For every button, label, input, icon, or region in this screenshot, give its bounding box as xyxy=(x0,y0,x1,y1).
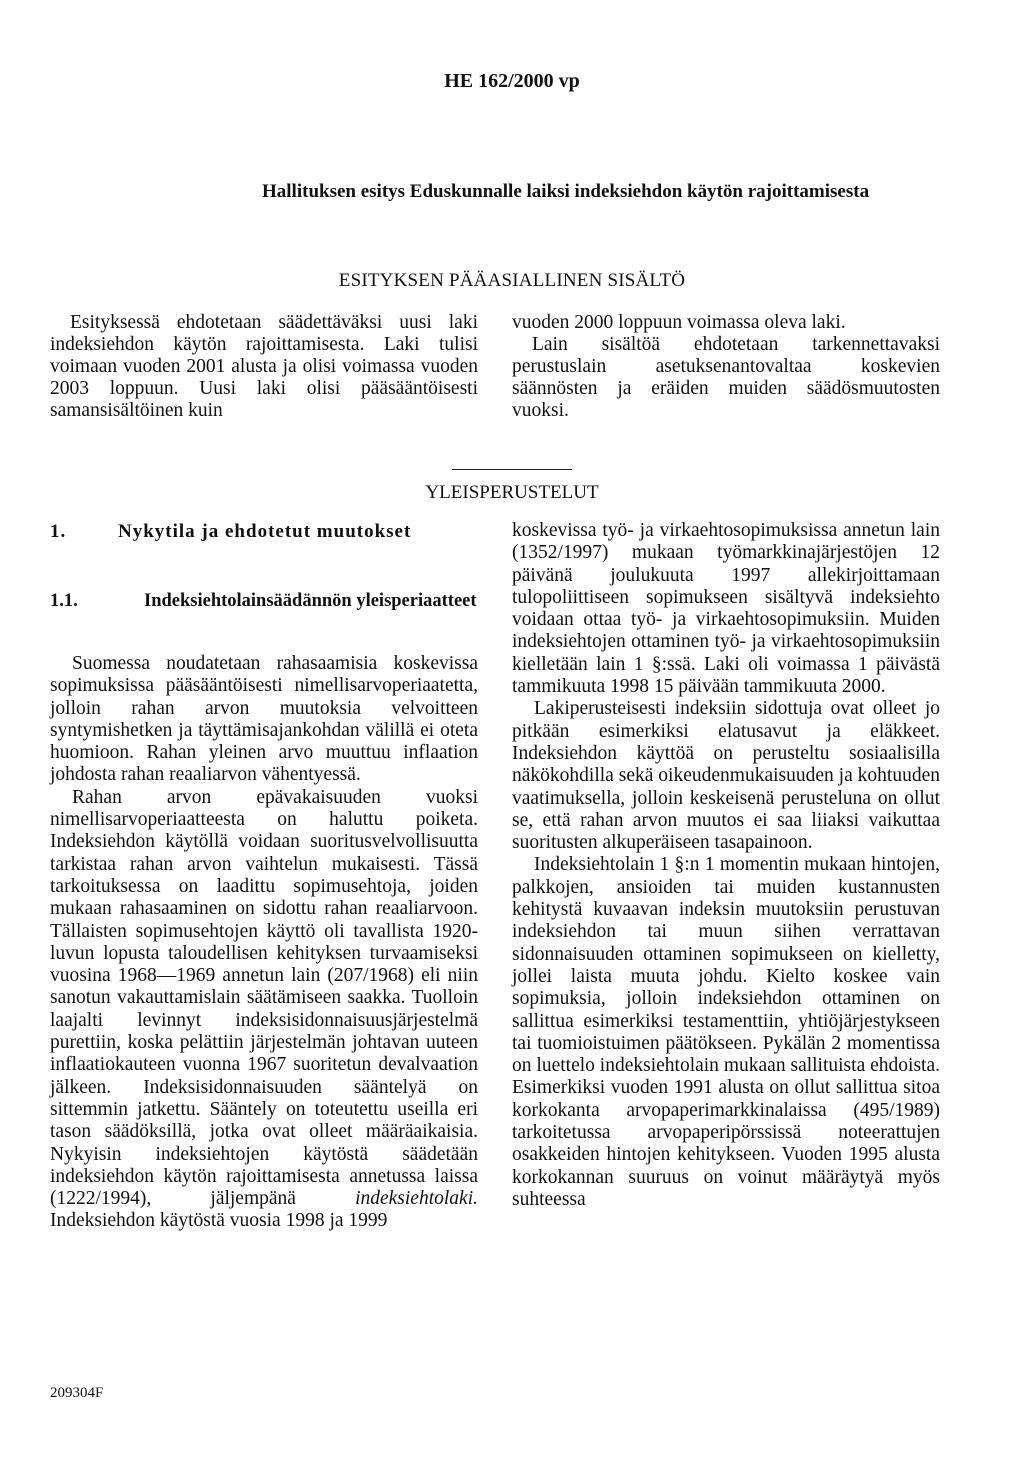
right-paragraph-3: Indeksiehtolain 1 §:n 1 momentin mukaan hintojen, palkkojen, ansioiden tai muiden kustannusten kehitystä kuvaavan indeksin muutoksiin perustuvan indeksiehdon tai muun siihen verrattavan sidonnaisuuden ottaminen sopimukseen on kielletty, jollei laista muuta johdu. Kielto koskee vain sopimuksia, jolloin indeksiehdon ottaminen on sallittua esimerkiksi testamenttiin, yhtiöjärjestykseen tai tuomioistuimen päätökseen. Pykälän 2 momentissa on luettelo indeksiehtolain mukaan sallituista ehdoista. Esimerkiksi vuoden 1991 alusta on ollut sallittua sitoa korkokanta arvopaperimarkkinalaissa (495/1989) tarkoitetussa arvopaperipörssissä noteerattujen osakkeiden hintojen kehitykseen. Vuoden 1995 alusta korkokannan suuruus on voinut määräytyä myös suhteessa xyxy=(512,854,940,1210)
right-paragraph-2: Lakiperusteisesti indeksiin sidottuja ovat olleet jo pitkään esimerkiksi elatusavut ja eläkkeet. Indeksiehdon käyttöä on perusteltu sosiaalisilla näkökohdilla sekä oikeudenmukaisuuden ja kohtuuden vaatimuksella, jolloin keskeisenä perusteluna on ollut se, että rahan arvon muutos ei saa liiaksi vaikuttaa suoritusten alkuperäiseen tasapainoon. xyxy=(512,698,940,854)
section-1-1-title: Indeksiehtolainsäädännön yleisperiaatteet xyxy=(144,591,477,611)
summary-heading: ESITYKSEN PÄÄASIALLINEN SISÄLTÖ xyxy=(338,270,686,291)
left-paragraph-2-text: Rahan arvon epävakaisuuden vuoksi nimellisarvoperiaatteesta on haluttu poiketa. Indeksiehdon käytöllä voidaan suoritusvelvollisuutta tarkistaa rahan arvon vaihtelun mukaisesti. Tässä tarkoituksessa on laadittu sopimusehtoja, joiden mukaan rahasaaminen on sidottu rahan reaaliarvoon. Tällaisten sopimusehtojen käyttö oli tavallista 1920-luvun lopusta taloudellisen kehityksen turvaamiseksi vuosina 1968—1969 annetun lain (207/1968) eli niin sanotun vakauttamislain säätämiseen saakka. Tuolloin laajalti levinnyt indeksisidonnaisuusjärjestelmä purettiin, koska pelättiin järjestelmän johtavan uuteen inflaatiokauteen vuonna 1967 suoritetun devalvaation jälkeen. Indeksisidonnaisuuden sääntelyä on sittemmin jatkettu. Sääntely on toteutettu useilla eri tason säädöksillä, jotka ovat olleet määräaikaisia. Nykyisin indeksiehtojen käytöstä säädetään indeksiehdon käytön rajoittamisesta annetussa laissa (1222/1994), jäljempänä xyxy=(50,786,478,1210)
summary-right-continuation: vuoden 2000 loppuun voimassa oleva laki. xyxy=(512,312,846,333)
footer-code: 209304F xyxy=(50,1385,104,1401)
body-left-column xyxy=(50,653,478,1233)
right-paragraph-1: koskevissa työ- ja virkaehtosopimuksissa annetun lain (1352/1997) mukaan työmarkkinajärjestöjen 12 päivänä joulukuuta 1997 allekirjoittamaan tulopoliittiseen sopimukseen sisältyvä indeksiehto voidaan ottaa työ- ja virkaehtosopimuksiin. Muiden indeksiehtojen ottaminen työ- ja virkaehtosopimuksiin kielletään lain 1 §:ssä. Laki oli voimassa 1 päivästä tammikuuta 1998 15 päivään tammikuuta 2000. xyxy=(512,520,940,698)
summary-right-column xyxy=(512,312,940,422)
section-divider xyxy=(452,469,572,470)
left-paragraph-2 xyxy=(50,787,478,1233)
left-paragraph-1: Suomessa noudatetaan rahasaamisia koskevissa sopimuksissa pääsääntöisesti nimellisarvoperiaatetta, jolloin rahan arvon muutoksia velvoitteen syntymishetken ja täyttämisajankohdan välillä ei oteta huomioon. Rahan yleinen arvo muuttuu inflaation johdosta rahan reaaliarvon vähentyessä. xyxy=(50,653,478,786)
summary-left-column xyxy=(50,312,478,422)
document-id: HE 162/2000 vp xyxy=(444,70,580,92)
section-1-number: 1. xyxy=(50,521,67,542)
section-1-1-number: 1.1. xyxy=(50,591,78,611)
summary-right-paragraph: Lain sisältöä ehdotetaan tarkennettavaksi perustuslain asetuksenantovaltaa koskevien säännösten ja eräiden muiden säädösmuutosten vuoksi. xyxy=(512,334,940,421)
section-heading: YLEISPERUSTELUT xyxy=(425,482,599,503)
left-paragraph-2-end: Indeksiehdon käytöstä vuosia 1998 ja 1999 xyxy=(50,1210,388,1232)
italic-term: indeksiehtolaki. xyxy=(355,1188,478,1210)
summary-left-text: Esityksessä ehdotetaan säädettäväksi uusi laki indeksiehdon käytön rajoittamisesta. Laki tulisi voimaan vuoden 2001 alusta ja olisi voimassa vuoden 2003 loppuun. Uusi laki olisi pääsääntöisesti samansisältöinen kuin xyxy=(50,312,478,421)
document-title: Hallituksen esitys Eduskunnalle laiksi indeksiehdon käytön rajoittamisesta xyxy=(262,181,870,202)
body-right-column xyxy=(512,520,940,1211)
section-1-title: Nykytila ja ehdotetut muutokset xyxy=(118,521,412,542)
